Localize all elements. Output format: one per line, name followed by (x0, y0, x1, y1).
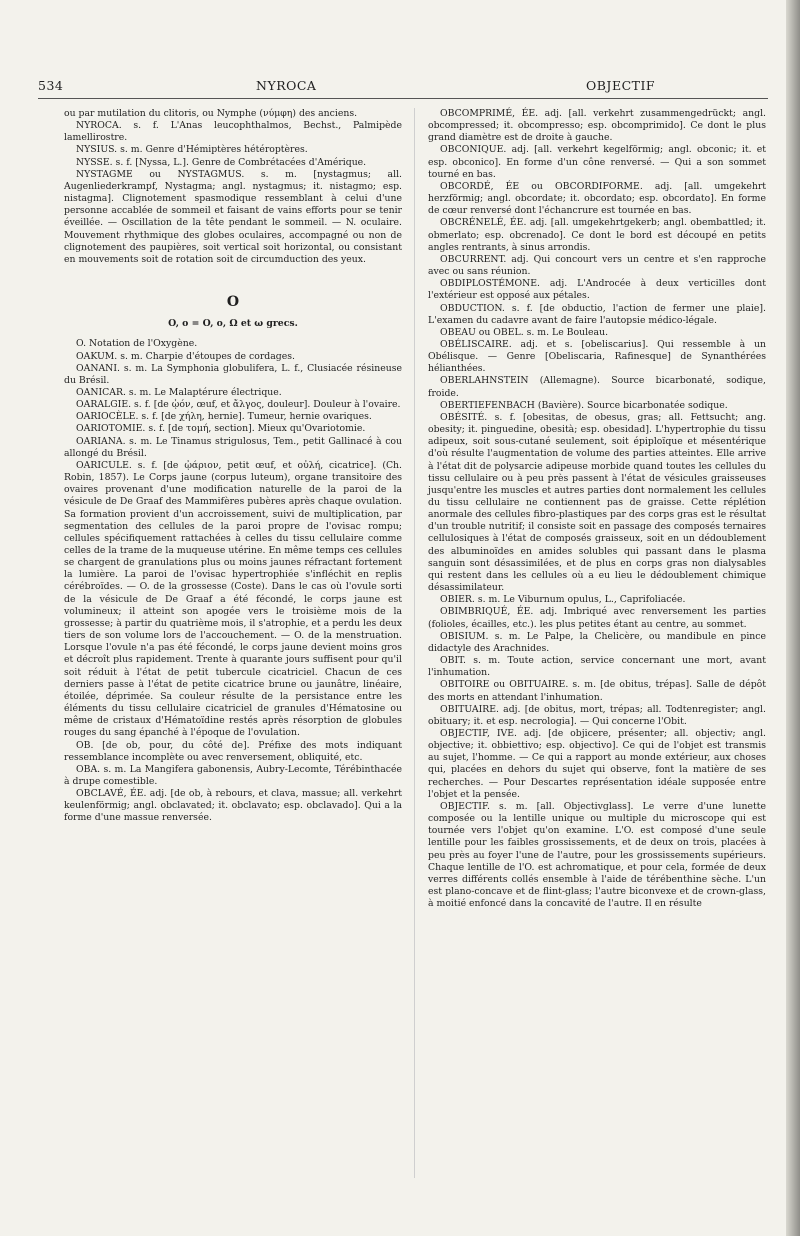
header-left-word: NYROCA (256, 78, 317, 93)
entry: OBCOMPRIMÉ, ÉE. adj. [all. verkehrt zusammengedrückt; angl. obcompressed; it. obcompresso; esp. obcomprimido]. Ce dont le plus grand diamètre est de droite à gauche. (428, 108, 766, 144)
entry: OBCORDÉ, ÉE ou OBCORDIFORME. adj. [all. umgekehrt herzförmig; angl. obcordate; it. obcordato; esp. obcordato]. En forme de cœur renversé dont l'échancrure est tournée en bas. (428, 180, 766, 217)
entry: OBCLAVÉ, ÉE. adj. [de ob, à rebours, et clava, massue; all. verkehrt keulenförmig; angl. obclavated; it. obclavato; esp. obclavado]. Qui a la forme d'une massue renversée. (64, 788, 402, 824)
left-column (64, 108, 402, 825)
column-divider (414, 108, 415, 1178)
entry: NYROCA. s. f. L'Anas leucophthalmos, Bechst., Palmipède lamellirostre. (64, 120, 402, 144)
entry: OARIOCÈLE. s. f. [de χήλη, hernie]. Tumeur, hernie ovariques. (76, 411, 372, 423)
section-letter: O (226, 294, 240, 311)
entry: OBCURRENT. adj. Qui concourt vers un centre et s'en rapproche avec ou sans réunion. (428, 253, 766, 278)
section-heading (64, 296, 402, 330)
entry: OBERLAHNSTEIN (Allemagne). Source bicarbonaté, sodique, froide. (428, 375, 766, 399)
entry: OBITUAIRE. adj. [de obitus, mort, trépas; all. Todtenregister; angl. obituary; it. et esp. necrologia]. — Qui concerne l'Obit. (428, 703, 766, 727)
entry: NYSSE. s. f. [Nyssa, L.]. Genre de Combrétacées d'Amérique. (76, 156, 367, 168)
entry: OBÉSITÉ. s. f. [obesitas, de obesus, gras; all. Fettsucht; ang. obesity; it. pinguedine, obesità; esp. obesidad]. L'hypertrophie du tissu adipeux, soit sous-cutané seulement, soit épiploïque et mésentérique d'où résulte l'augmentation de volume des parties atteintes. Elle arrive à l'état dit de polysarcie adipeuse morbide quand toutes les cellules du tissu cellulaire ou à peu près passent à l'état de vésicules graisseuses jusqu'entre les muscles et autres parties dont normalement les cellules du tissu cellulaire ne contiennent pas de graisse. Cette réplétion anormale des cellules fibro-plastiques par des corps gras est le résultat d'un trouble nutritif; il consiste soit en passage des composés ternaires cellulosiques à l'état de composés graisseux, soit en un dédoublement des albuminoïdes en amides solubles qui passant dans le plasma sanguin sont désassimilées, et de plus en corps gras non dialysables qui restent dans les cellules où a eu lieu le dédoublement chimique désassimilateur. (428, 411, 766, 594)
entry: OBDUCTION. s. f. [de obductio, l'action de fermer une plaie]. L'examen du cadavre avant de faire l'autopsie médico-légale. (428, 302, 766, 326)
right-column (428, 108, 766, 910)
entry: ou par mutilation du clitoris, ou Nymphe (νύμφη) des anciens. (64, 108, 358, 119)
page-edge (786, 0, 800, 1236)
entry: OAKUM. s. m. Charpie d'étoupes de cordages. (76, 350, 295, 362)
page-number: 534 (38, 78, 64, 93)
entry: OANANI. s. m. La Symphonia globulifera, L. f., Clusiacée résineuse du Brésil. (64, 362, 402, 386)
entry: OBCRÉNELÉ, ÉE. adj. [all. umgekehrtgekerb; angl. obembattled; it. obmerlato; esp. obcrenado]. Ce dont le bord est découpé en petits angles rentrants, à sinus arrondis. (428, 217, 766, 253)
entry: OBIER. s. m. Le Viburnum opulus, L., Caprifoliacée. (440, 594, 686, 606)
entry: OARIANA. s. m. Le Tinamus strigulosus, Tem., petit Gallinacé à cou allongé du Brésil. (64, 435, 402, 459)
section-subtitle: O, o = O, o, Ω et ω grecs. (168, 318, 298, 330)
entry: OBEAU ou OBEL. s. m. Le Bouleau. (440, 326, 609, 338)
header-rule (38, 98, 768, 99)
entry: OBITOIRE ou OBITUAIRE. s. m. [de obitus, trépas]. Salle de dépôt des morts en attendant l'inhumation. (428, 679, 766, 703)
entry: OBA. s. m. La Mangifera gabonensis, Aubry-Lecomte, Térébinthacée à drupe comestible. (64, 763, 402, 787)
entry: OBJECTIF. s. m. [all. Objectivglass]. Le verre d'une lunette composée ou la lentille unique ou multiple du microscope qui est tournée vers l'objet qu'on examine. L'O. est composé d'une seule lentille pour les faibles grossissements, et de deux on trois, placées à peu près au foyer l'une de l'autre, pour les grossissements supérieurs. Chaque lentille de l'O. est achromatique, et pour cela, formée de deux verres différents collés ensemble à l'aide de térébenthine sèche. L'un est plano-concave et de flint-glass; l'autre biconvexe et de crown-glass, à moitié enfoncé dans la concavité de l'autre. Il en résulte (428, 800, 766, 910)
entry: OBIT. s. m. Toute action, service concernant une mort, avant l'inhumation. (428, 655, 766, 679)
entry: OBISIUM. s. m. Le Palpe, la Chelicère, ou mandibule en pince didactyle des Arachnides. (428, 630, 766, 654)
entry: OBDIPLOSTÉMONE. adj. L'Androcée à deux verticilles dont l'extérieur est opposé aux pétales. (428, 278, 766, 302)
entry: OBÉLISCAIRE. adj. et s. [obeliscarius]. Qui ressemble à un Obélisque. — Genre [Obeliscaria, Rafinesque] de Synanthérées hélianthées. (428, 338, 766, 375)
entry: OARALGIE. s. f. [de ᾠόν, œuf, et ἄλγος, douleur]. Douleur à l'ovaire. (76, 399, 401, 411)
entry: OBJECTIF, IVE. adj. [de objicere, présenter; all. objectiv; angl. objective; it. obbiettivo; esp. objectivo]. Ce qui de l'objet est transmis au sujet, l'homme. — Ce qui a rapport au monde extérieur, aux choses qui, placées en dehors du sujet qui observe, font la matière de ses recherches. — Pour Descartes représentation idéale supposée entre l'objet et la pensée. (428, 727, 766, 800)
entry: OB. [de ob, pour, du côté de]. Préfixe des mots indiquant ressemblance incomplète ou avec renversement, obliquité, etc. (64, 739, 402, 763)
header-right-word: OBJECTIF (586, 78, 656, 93)
running-header (38, 78, 768, 96)
entry: NYSIUS. s. m. Genre d'Hémiptères hétéroptères. (76, 144, 308, 156)
entry: OBIMBRIQUÉ, ÉE. adj. Imbriqué avec renversement les parties (folioles, écailles, etc.). les plus petites étant au centre, au sommet. (428, 606, 766, 630)
entry: OANICAR. s. m. Le Malaptérure électrique. (76, 386, 282, 398)
entry: O. Notation de l'Oxygène. (76, 338, 198, 350)
entry: OBERTIEFENBACH (Bavière). Source bicarbonatée sodique. (440, 399, 728, 411)
entry: NYSTAGME ou NYSTAGMUS. s. m. [nystagmus; all. Augenliederkrampf, Nystagma; angl. nystagmus; it. nistagmo; esp. nistagma]. Clignotement spasmodique ressemblant à celui d'une personne accablée de sommeil et faisant de vains efforts pour se tenir éveillée. — Oscillation de la tête pendant le sommeil. — N. oculaire. Mouvement rhythmique des globes oculaires, accompagné ou non de clignotement des paupières, soit vertical soit horizontal, ou consistant en mouvements soit de rotation soit de circumduction des yeux. (64, 168, 402, 265)
entry: OARIOTOMIE. s. f. [de τομή, section]. Mieux qu'Ovariotomie. (76, 423, 366, 435)
entry: OBCONIQUE. adj. [all. verkehrt kegelförmig; angl. obconic; it. et esp. obconico]. En forme d'un cône renversé. — Qui a son sommet tourné en bas. (428, 144, 766, 180)
entry: OARICULE. s. f. [de ᾠάριον, petit œuf, et οὐλή, cicatrice]. (Ch. Robin, 1857). Le Corps jaune (corpus luteum), organe transitoire des ovaires provenant d'une modification naturelle de la paroi de la vésicule de De Graaf des Mammifères pubères après chaque ovulation. Sa formation provient d'un accroissement, suivi de multiplication, par segmentation des cellules de la paroi propre de l'ovisac rompu; cellules spécifiquement rattachées à celles du tissu cellulaire comme celles de la trame de la muqueuse utérine. En même temps ces cellules se chargent de granulations plus ou moins jaunes réfractant fortement la lumière. La paroi de l'ovisac hypertrophiée s'infléchit en replis cérébroïdes. — O. de la grossesse (Coste). Dans le cas où l'ovule sorti de la vésicule de De Graaf a été fécondé, le corps jaune est volumineux; il atteint son apogée vers le troisième mois de la grossesse; à partir du quatrième mois, il s'atrophie, et a perdu les deux tiers de son volume lors de l'accouchement. — O. de la menstruation. Lorsque l'ovule n'a pas été fécondé, le corps jaune devient moins gros et décroît plus rapidement. Trente à quarante jours suffisent pour qu'il soit réduit à l'état de petit tubercule cicatriciel. Chacun de ces derniers passe à l'état de petite cicatrice brune ou jaunâtre, linéaire, étoilée, déprimée. Sa couleur résulte de la persistance entre les éléments du tissu cellulaire cicatriciel de granules d'Hématosine ou même de cristaux d'Hématoïdine restés après résorption de globules rouges du sang épanché à l'époque de l'ovulation. (64, 459, 402, 739)
